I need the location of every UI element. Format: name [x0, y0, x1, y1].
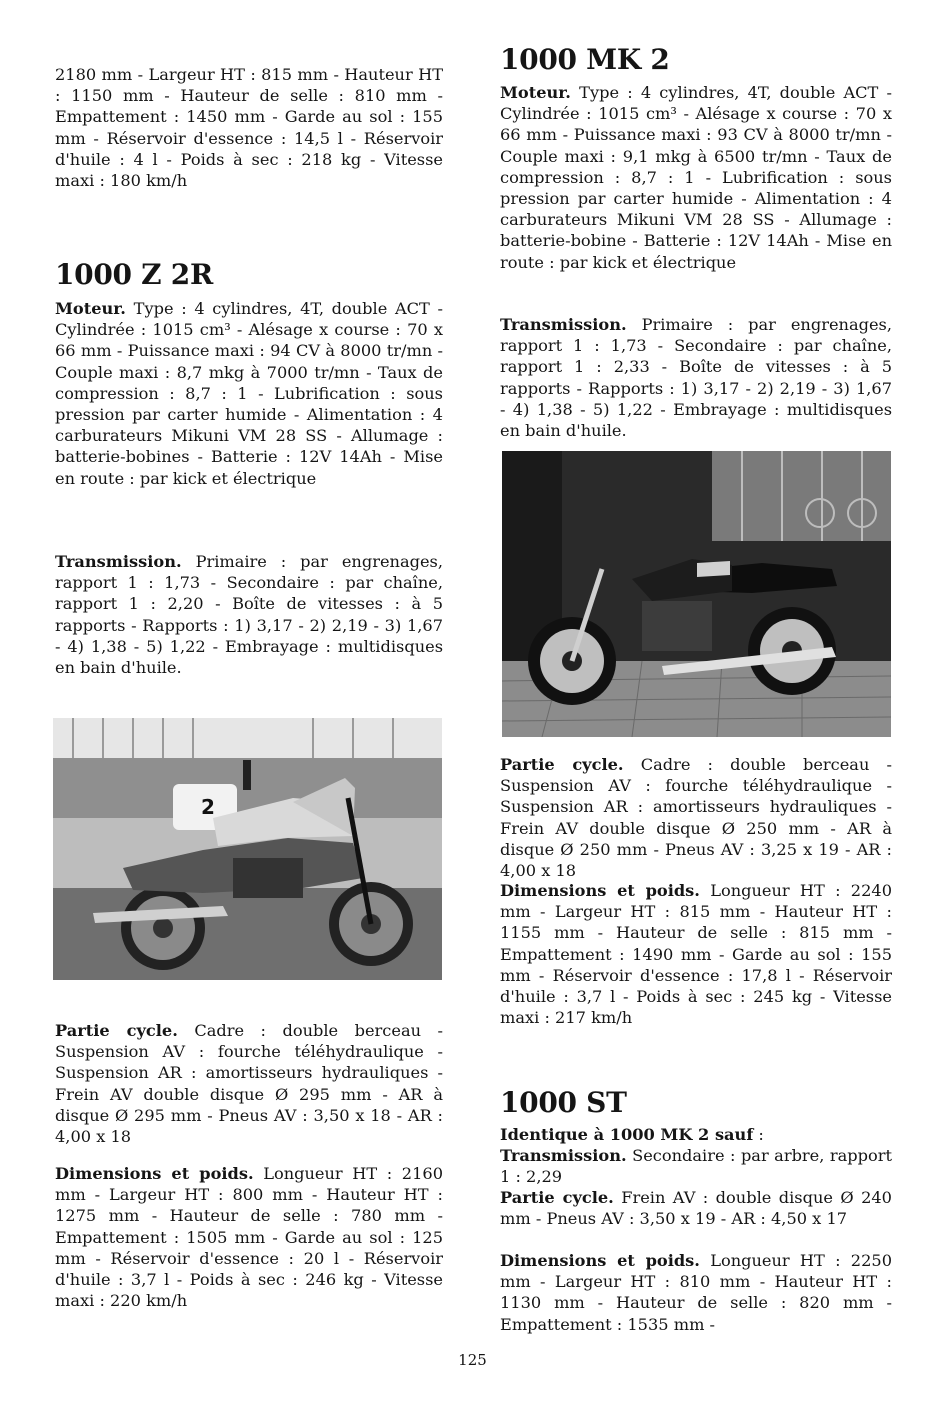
z2r-partie-cycle	[55, 1020, 443, 1147]
mk2-moteur	[500, 82, 892, 273]
z2r-transmission-label: Transmission.	[55, 552, 182, 571]
z2r-partie-text: Cadre : double berceau - Suspension AV : fourche téléhydraulique - Suspension AR : amortisseurs hydrauliques - Frein AV double disque Ø 295 mm - AR à disque Ø 295 mm - Pneus AV : 3,50 x 18 - AR : 4,00 x 18	[55, 1021, 443, 1147]
mk2-partie-label: Partie cycle.	[500, 755, 624, 774]
z2r-transmission	[55, 551, 443, 678]
mk2-title: 1000 MK 2	[500, 43, 670, 76]
st-transmission	[500, 1145, 892, 1187]
motorcycle-z2r-image	[53, 718, 442, 980]
st-partie-cycle	[500, 1187, 892, 1229]
motorcycle-mk2-image	[502, 451, 891, 737]
st-identique	[500, 1124, 892, 1145]
mk2-dim-text: Longueur HT : 2240 mm - Largeur HT : 815 mm - Hauteur HT : 1155 mm - Hauteur de selle : 815 mm - Empattement : 1490 mm - Garde au sol : 155 mm - Réservoir d'essence : 17,8 l - Réservoir d'huile : 3,7 l - Poids à sec : 245 kg - Vitesse maxi : 217 km/h	[500, 881, 892, 1028]
intro-specs: 2180 mm - Largeur HT : 815 mm - Hauteur HT : 1150 mm - Hauteur de selle : 810 mm - Empattement : 1450 mm - Garde au sol : 155 mm - Réservoir d'essence : 14,5 l - Réservoir d'huile : 4 l - Poids à sec : 218 kg - Vitesse maxi : 180 km/h	[55, 65, 443, 191]
st-identique-colon: :	[753, 1125, 764, 1144]
photo-number-2: 2	[201, 795, 215, 819]
z2r-dim-label: Dimensions et poids.	[55, 1164, 254, 1183]
st-title: 1000 ST	[500, 1086, 627, 1119]
z2r-moteur-text: Type : 4 cylindres, 4T, double ACT - Cylindrée : 1015 cm³ - Alésage x course : 70 x 66 mm - Puissance maxi : 94 CV à 8000 tr/mn - Couple maxi : 8,7 mkg à 7000 tr/mn - Taux de compression : 8,7 : 1 - Lubrification : sous pression par carter humide - Alimentation : 4 carburateurs Mikuni VM 28 SS - Allumage : batterie-bobines - Batterie : 12V 14Ah - Mise en route : par kick et électrique	[55, 299, 443, 488]
st-transmission-text: Secondaire : par arbre, rapport 1 : 2,29	[500, 1146, 892, 1187]
mk2-moteur-label: Moteur.	[500, 83, 571, 102]
z2r-photo	[53, 718, 442, 980]
z2r-dim-text: Longueur HT : 2160 mm - Largeur HT : 800 mm - Hauteur HT : 1275 mm - Hauteur de selle : 780 mm - Empattement : 1505 mm - Garde au sol : 125 mm - Réservoir d'essence : 20 l - Réservoir d'huile : 3,7 l - Poids à sec : 246 kg - Vitesse maxi : 220 km/h	[55, 1164, 443, 1311]
mk2-transmission	[500, 314, 892, 441]
mk2-transmission-label: Transmission.	[500, 315, 627, 334]
st-transmission-label: Transmission.	[500, 1146, 627, 1165]
st-dim-text: Longueur HT : 2250 mm - Largeur HT : 810 mm - Hauteur HT : 1130 mm - Hauteur de selle : 820 mm - Empattement : 1535 mm -	[500, 1251, 892, 1334]
st-dimensions	[500, 1250, 892, 1335]
st-dim-label: Dimensions et poids.	[500, 1251, 700, 1270]
mk2-partie-cycle	[500, 754, 892, 881]
mk2-moteur-text: Type : 4 cylindres, 4T, double ACT - Cylindrée : 1015 cm³ - Alésage x course : 70 x 66 mm - Puissance maxi : 93 CV à 8000 tr/mn - Couple maxi : 9,1 mkg à 6500 tr/mn - Taux de compression : 8,7 : 1 - Lubrification : sous pression par carter humide - Alimentation : 4 carburateurs Mikuni VM 28 SS - Allumage : batterie-bobine - Batterie : 12V 14Ah - Mise en route : par kick et électrique	[500, 83, 892, 272]
z2r-partie-label: Partie cycle.	[55, 1021, 178, 1040]
st-partie-text: Frein AV : double disque Ø 240 mm - Pneus AV : 3,50 x 19 - AR : 4,50 x 17	[500, 1188, 892, 1229]
z2r-dimensions	[55, 1163, 443, 1311]
st-identique-label: Identique à 1000 MK 2 sauf	[500, 1125, 754, 1144]
mk2-transmission-text: Primaire : par engrenages, rapport 1 : 1,73 - Secondaire : par chaîne, rapport 1 : 2,33 - Boîte de vitesses : à 5 rapports - Rapports : 1) 3,17 - 2) 2,19 - 3) 1,67 - 4) 1,38 - 5) 1,22 - Embrayage : multidisques en bain d'huile.	[500, 315, 892, 441]
z2r-moteur-label: Moteur.	[55, 299, 126, 318]
mk2-photo	[502, 451, 891, 737]
mk2-dim-label: Dimensions et poids.	[500, 881, 700, 900]
mk2-partie-text: Cadre : double berceau - Suspension AV : fourche téléhydraulique - Suspension AR : amortisseurs hydrauliques - Frein AV double disque Ø 250 mm - AR à disque Ø 250 mm - Pneus AV : 3,25 x 19 - AR : 4,00 x 18	[500, 755, 892, 881]
z2r-title: 1000 Z 2R	[55, 258, 213, 291]
st-partie-label: Partie cycle.	[500, 1188, 614, 1207]
z2r-moteur	[55, 298, 443, 489]
mk2-dimensions	[500, 880, 892, 1028]
page-number: 125	[458, 1351, 487, 1369]
z2r-transmission-text: Primaire : par engrenages, rapport 1 : 1,73 - Secondaire : par chaîne, rapport 1 : 2,20 - Boîte de vitesses : à 5 rapports - Rapports : 1) 3,17 - 2) 2,19 - 3) 1,67 - 4) 1,38 - 5) 1,22 - Embrayage : multidisques en bain d'huile.	[55, 552, 443, 678]
